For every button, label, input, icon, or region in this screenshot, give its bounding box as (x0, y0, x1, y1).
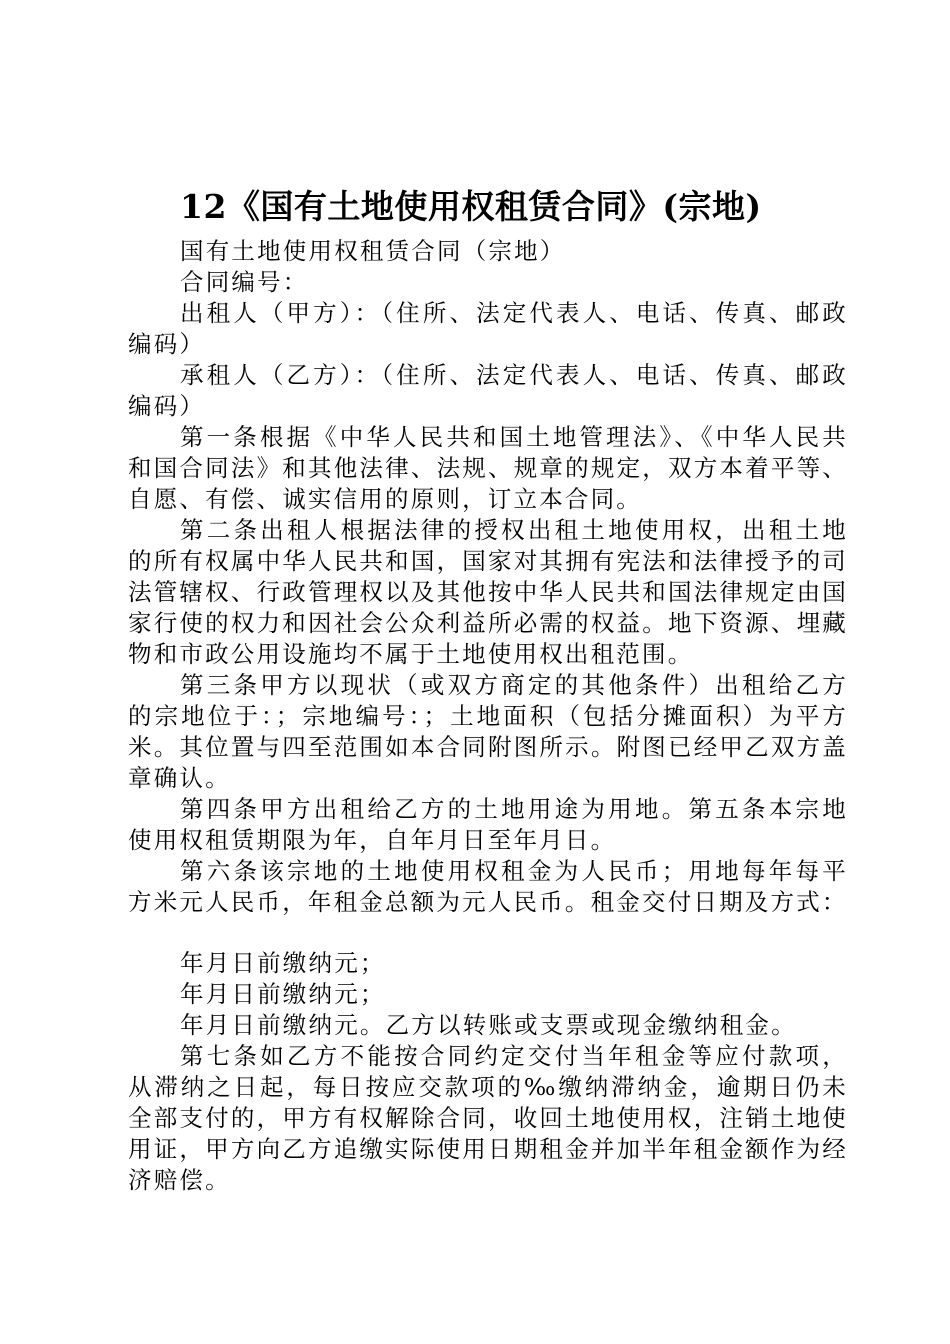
document-page (128, 184, 848, 1196)
paragraph-payment-1: 年月日前缴纳元； (180, 949, 386, 977)
paragraph-article-2: 第二条出租人根据法律的授权出租土地使用权，出租土地的所有权属中华人民共和国，国家对其拥有宪法和法律授予的司法管辖权、行政管理权以及其他按中华人民共和国法律规定由国家行使的权力和因社会公众利益所必需的权益。地下资源、埋藏物和市政公用设施均不属于土地使用权出租范围。 (128, 516, 848, 668)
paragraph-lessee: 承租人（乙方）：（住所、法定代表人、电话、传真、邮政编码） (128, 361, 848, 420)
document-title: 12《国有土地使用权租赁合同》(宗地) (180, 187, 762, 226)
paragraph-article-6: 第六条该宗地的土地使用权租金为人民币；用地每年每平方米元人民币，年租金总额为元人民币。租金交付日期及方式： (128, 857, 848, 916)
paragraph-article-7: 第七条如乙方不能按合同约定交付当年租金等应付款项，从滞纳之日起，每日按应交款项的‰缴纳滞纳金，逾期日仍未全部支付的，甲方有权解除合同，收回土地使用权，注销土地使用证，甲方向乙方追缴实际使用日期租金并加半年租金额作为经济赔偿。 (128, 1042, 848, 1194)
paragraph-lessor: 出租人（甲方）：（住所、法定代表人、电话、传真、邮政编码） (128, 299, 848, 358)
paragraph-article-4-5: 第四条甲方出租给乙方的土地用途为用地。第五条本宗地使用权租赁期限为年，自年月日至年月日。 (128, 795, 848, 854)
paragraph-contract-number: 合同编号： (180, 268, 309, 296)
paragraph-article-3: 第三条甲方以现状（或双方商定的其他条件）出租给乙方的宗地位于：；宗地编号：；土地面积（包括分摊面积）为平方米。其位置与四至范围如本合同附图所示。附图已经甲乙双方盖章确认。 (128, 671, 848, 792)
paragraph-payment-3: 年月日前缴纳元。乙方以转账或支票或现金缴纳租金。 (180, 1011, 797, 1039)
paragraph-contract-name: 国有土地使用权租赁合同（宗地） (180, 237, 566, 265)
paragraph-article-1: 第一条根据《中华人民共和国土地管理法》、《中华人民共和国合同法》和其他法律、法规、规章的规定，双方本着平等、自愿、有偿、诚实信用的原则，订立本合同。 (128, 423, 848, 513)
paragraph-payment-2: 年月日前缴纳元； (180, 980, 386, 1008)
